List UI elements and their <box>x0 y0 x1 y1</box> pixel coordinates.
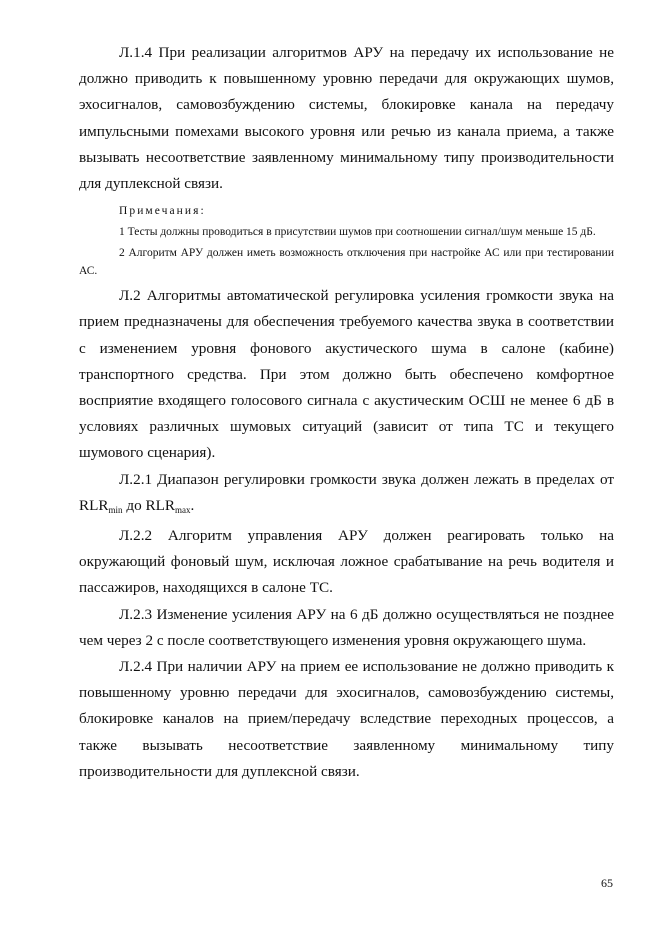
paragraph-l-2: Л.2 Алгоритмы автоматической регулировка усиления громкости звука на прием предназначены для обеспечения требуемого качества звука в соответствии с изменением уровня фонового акустического шума в салоне (кабине) транспортного средства. При этом должно быть обеспечено комфортное восприятие входящего голосового сигнала с акустическим ОСШ не менее 6 дБ в условиях различных шумовых ситуаций (зависит от типа ТС и текущего шумового сценария). <box>79 287 614 462</box>
note-1: 1 Тесты должны проводиться в присутствии шумов при соотношении сигнал/шум меньше 15 дБ. <box>119 226 596 239</box>
rlr-min-subscript: min <box>108 504 123 515</box>
rlr-max-subscript: max <box>175 504 191 515</box>
paragraph-l-2-1-end: . <box>190 496 195 514</box>
paragraph-l-2-1-start: Л.2.1 Диапазон регулировки громкости звука должен лежать в пределах от RLR <box>79 470 614 514</box>
paragraph-l-1-4: Л.1.4 При реализации алгоритмов АРУ на передачу их использование не должно приводить к повышенному уровню передачи для окружающих шумов, эхосигналов, самовозбуждению системы, блокировке канала на передачу импульсными помехами высокого уровня или речью из канала приема, а также вызывать несоответствие заявленному минимальному типу производительности для дуплексной связи. <box>79 44 614 193</box>
paragraph-l-2-1 <box>79 467 614 523</box>
document-body <box>79 40 614 785</box>
paragraph-l-2-1-mid: до RLR <box>122 496 176 514</box>
page-number: 65 <box>601 876 613 890</box>
note-2: 2 Алгоритм АРУ должен иметь возможность отключения при настройке АС или при тестировании АС. <box>79 247 614 278</box>
paragraph-l-2-2: Л.2.2 Алгоритм управления АРУ должен реагировать только на окружающий фоновый шум, исключая ложное срабатывание на речь водителя и пассажиров, находящихся в салоне ТС. <box>79 527 614 597</box>
notes-heading: Примечания: <box>119 205 206 218</box>
paragraph-l-2-4: Л.2.4 При наличии АРУ на прием ее использование не должно приводить к повышенному уровню передачи для эхосигналов, самовозбуждению системы, блокировке каналов на прием/передачу вследствие переходных процессов, а также вызывать несоответствие заявленному минимальному типу производительности для дуплексной связи. <box>79 658 614 780</box>
paragraph-l-2-3: Л.2.3 Изменение усиления АРУ на 6 дБ должно осуществляться не позднее чем через 2 с после соответствующего изменения уровня окружающего шума. <box>79 605 614 649</box>
